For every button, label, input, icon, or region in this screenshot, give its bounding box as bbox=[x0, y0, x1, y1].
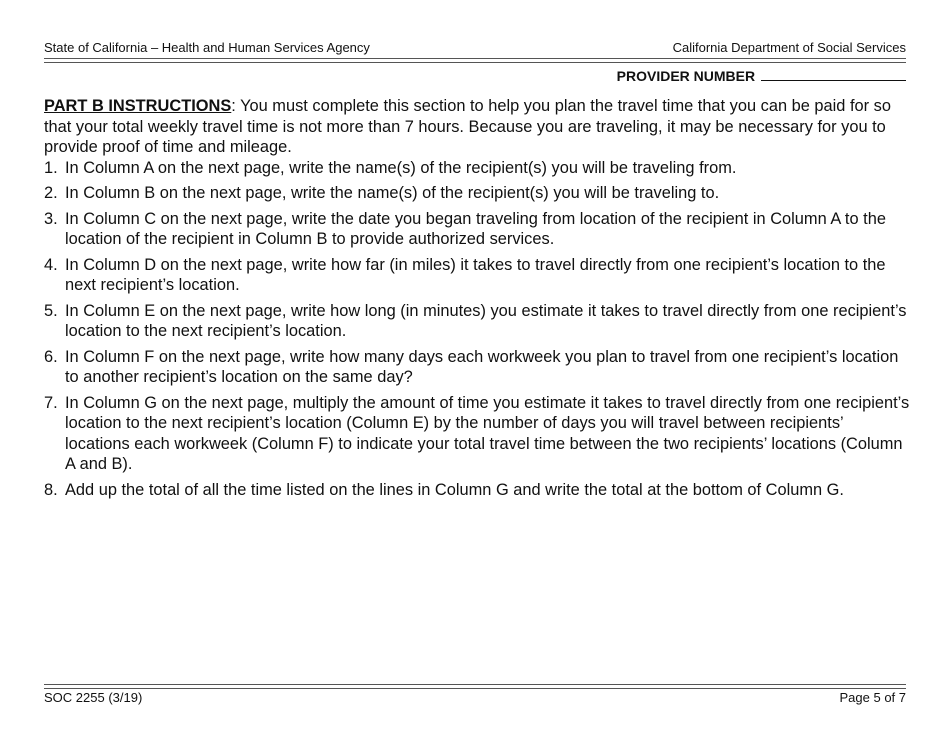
instructions-intro bbox=[44, 96, 910, 158]
step-number: 1. bbox=[44, 158, 58, 177]
step-number: 2. bbox=[44, 184, 58, 202]
step-text: In Column D on the next page, write how far (in miles) it takes to travel directly from one recipient’s location to the next recipient’s location. bbox=[65, 255, 886, 294]
step-number: 5. bbox=[44, 301, 58, 320]
footer-rule bbox=[44, 684, 906, 689]
step-item bbox=[44, 480, 910, 501]
provider-number-label: PROVIDER NUMBER bbox=[616, 68, 756, 84]
step-item bbox=[44, 255, 910, 296]
step-text: In Column E on the next page, write how long (in minutes) you estimate it takes to travel directly from one recipient’s location to the next recipient’s location. bbox=[65, 301, 907, 340]
step-item bbox=[44, 301, 910, 342]
step-text: In Column A on the next page, write the name(s) of the recipient(s) you will be traveling from. bbox=[65, 158, 737, 177]
step-text: In Column F on the next page, write how many days each workweek you plan to travel from one recipient’s location to another recipient’s location on the same day? bbox=[65, 347, 899, 386]
department-header: California Department of Social Services bbox=[672, 40, 906, 55]
step-item bbox=[44, 209, 910, 250]
step-item bbox=[44, 183, 910, 204]
instruction-steps bbox=[44, 158, 910, 501]
intro-text: : You must complete this section to help you plan the travel time that you can be paid for so that your total weekly travel time is not more than 7 hours. Because you are traveling, it may be necessary for you to provide proof of time and mileage. bbox=[44, 97, 891, 156]
step-text: In Column G on the next page, multiply the amount of time you estimate it takes to travel directly from one recipient’s location to the next recipient’s location (Column E) by the number of days you will travel between recipients’ locations each workweek (Column F) to indicate your total travel time between the two recipients’ locations (Column A and B). bbox=[65, 393, 910, 473]
part-b-instructions bbox=[44, 96, 910, 500]
step-number: 7. bbox=[44, 393, 58, 412]
step-text: Add up the total of all the time listed on the lines in Column G and write the total at the bottom of Column G. bbox=[65, 480, 844, 499]
provider-number-field bbox=[617, 67, 906, 84]
header-rule bbox=[44, 58, 906, 63]
step-number: 3. bbox=[44, 209, 58, 228]
step-number: 8. bbox=[44, 480, 58, 499]
form-id: SOC 2255 (3/19) bbox=[44, 690, 143, 705]
agency-header: State of California – Health and Human Services Agency bbox=[44, 40, 370, 55]
part-b-heading: PART B INSTRUCTIONS bbox=[44, 97, 232, 115]
step-number: 4. bbox=[44, 255, 58, 274]
step-number: 6. bbox=[44, 347, 58, 366]
step-item bbox=[44, 158, 910, 179]
step-text: In Column B on the next page, write the name(s) of the recipient(s) you will be traveling to. bbox=[65, 184, 720, 202]
step-item bbox=[44, 393, 910, 475]
page-number: Page 5 of 7 bbox=[839, 690, 906, 705]
provider-number-blank[interactable] bbox=[761, 67, 906, 81]
step-item bbox=[44, 347, 910, 388]
step-text: In Column C on the next page, write the date you began traveling from location of the recipient in Column A to the location of the recipient in Column B to provide authorized services. bbox=[65, 209, 886, 248]
